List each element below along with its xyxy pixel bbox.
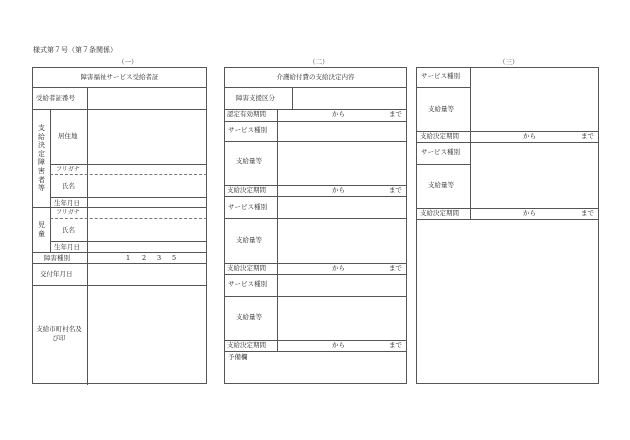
disability-type-option: 2 <box>142 254 147 262</box>
service-type-label: サービス種別 <box>228 280 267 288</box>
disability-type-label: 障害種別 <box>44 254 70 262</box>
valid-period-from: から <box>332 110 345 118</box>
decision-period-label: 支給決定期間 <box>227 186 266 194</box>
service-type-label: サービス種別 <box>228 126 267 134</box>
service-type-label: サービス種別 <box>421 72 460 80</box>
decision-period-to: まで <box>389 264 402 272</box>
issue-date-label: 交付年月日 <box>40 270 73 278</box>
valid-period-to: まで <box>389 110 402 118</box>
valid-period-label: 認定有効期間 <box>227 110 266 118</box>
child-group-label: 児童 <box>38 221 45 238</box>
amount-label: 支給量等 <box>236 313 262 321</box>
form-title: 様式第７号（第７条関係） <box>33 46 117 54</box>
service-type-label: サービス種別 <box>228 203 267 211</box>
care-benefit-title: 介護給付費の支給決定内容 <box>276 73 355 81</box>
furigana-label: フリガナ <box>56 166 80 173</box>
decision-period-to: まで <box>389 341 402 349</box>
disability-type-option: 1 <box>126 254 131 262</box>
disability-type-option: 5 <box>172 254 177 262</box>
decision-period-label: 支給決定期間 <box>420 209 459 217</box>
amount-label: 支給量等 <box>428 181 454 189</box>
decision-period-from: から <box>523 132 536 140</box>
decision-period-from: から <box>332 264 345 272</box>
address-label: 居住地 <box>58 132 78 140</box>
support-category-label: 障害支援区分 <box>236 94 275 102</box>
decision-period-label: 支給決定期間 <box>227 264 266 272</box>
amount-label: 支給量等 <box>236 236 262 244</box>
amount-label: 支給量等 <box>236 157 262 165</box>
section-label-two: （二） <box>309 58 329 66</box>
disability-type-option: 3 <box>157 254 162 262</box>
notes-label: 予備欄 <box>228 353 248 361</box>
name-label: 氏名 <box>62 182 75 190</box>
cert-number-label: 受給者証番号 <box>36 94 75 102</box>
section-label-three: （三） <box>499 58 519 66</box>
decision-period-to: まで <box>581 209 594 217</box>
amount-label: 支給量等 <box>428 105 454 113</box>
child-name-label: 氏名 <box>62 226 75 234</box>
birth-date-label: 生年月日 <box>54 199 80 207</box>
municipality-label: 支給市町村名及び印 <box>36 325 82 342</box>
certificate-title: 障害福祉サービス受給者証 <box>80 73 159 81</box>
child-furigana-label: フリガナ <box>56 209 80 216</box>
section-label-one: （一） <box>118 58 138 66</box>
recipient-group-label: 支給決定障害者等 <box>38 124 45 193</box>
decision-period-from: から <box>332 341 345 349</box>
service-type-label: サービス種別 <box>421 148 460 156</box>
decision-period-to: まで <box>389 186 402 194</box>
decision-period-label: 支給決定期間 <box>227 341 266 349</box>
panel-additional-services <box>416 67 599 384</box>
child-birth-date-label: 生年月日 <box>54 243 80 251</box>
decision-period-to: まで <box>581 132 594 140</box>
decision-period-from: から <box>523 209 536 217</box>
decision-period-label: 支給決定期間 <box>420 132 459 140</box>
decision-period-from: から <box>332 186 345 194</box>
